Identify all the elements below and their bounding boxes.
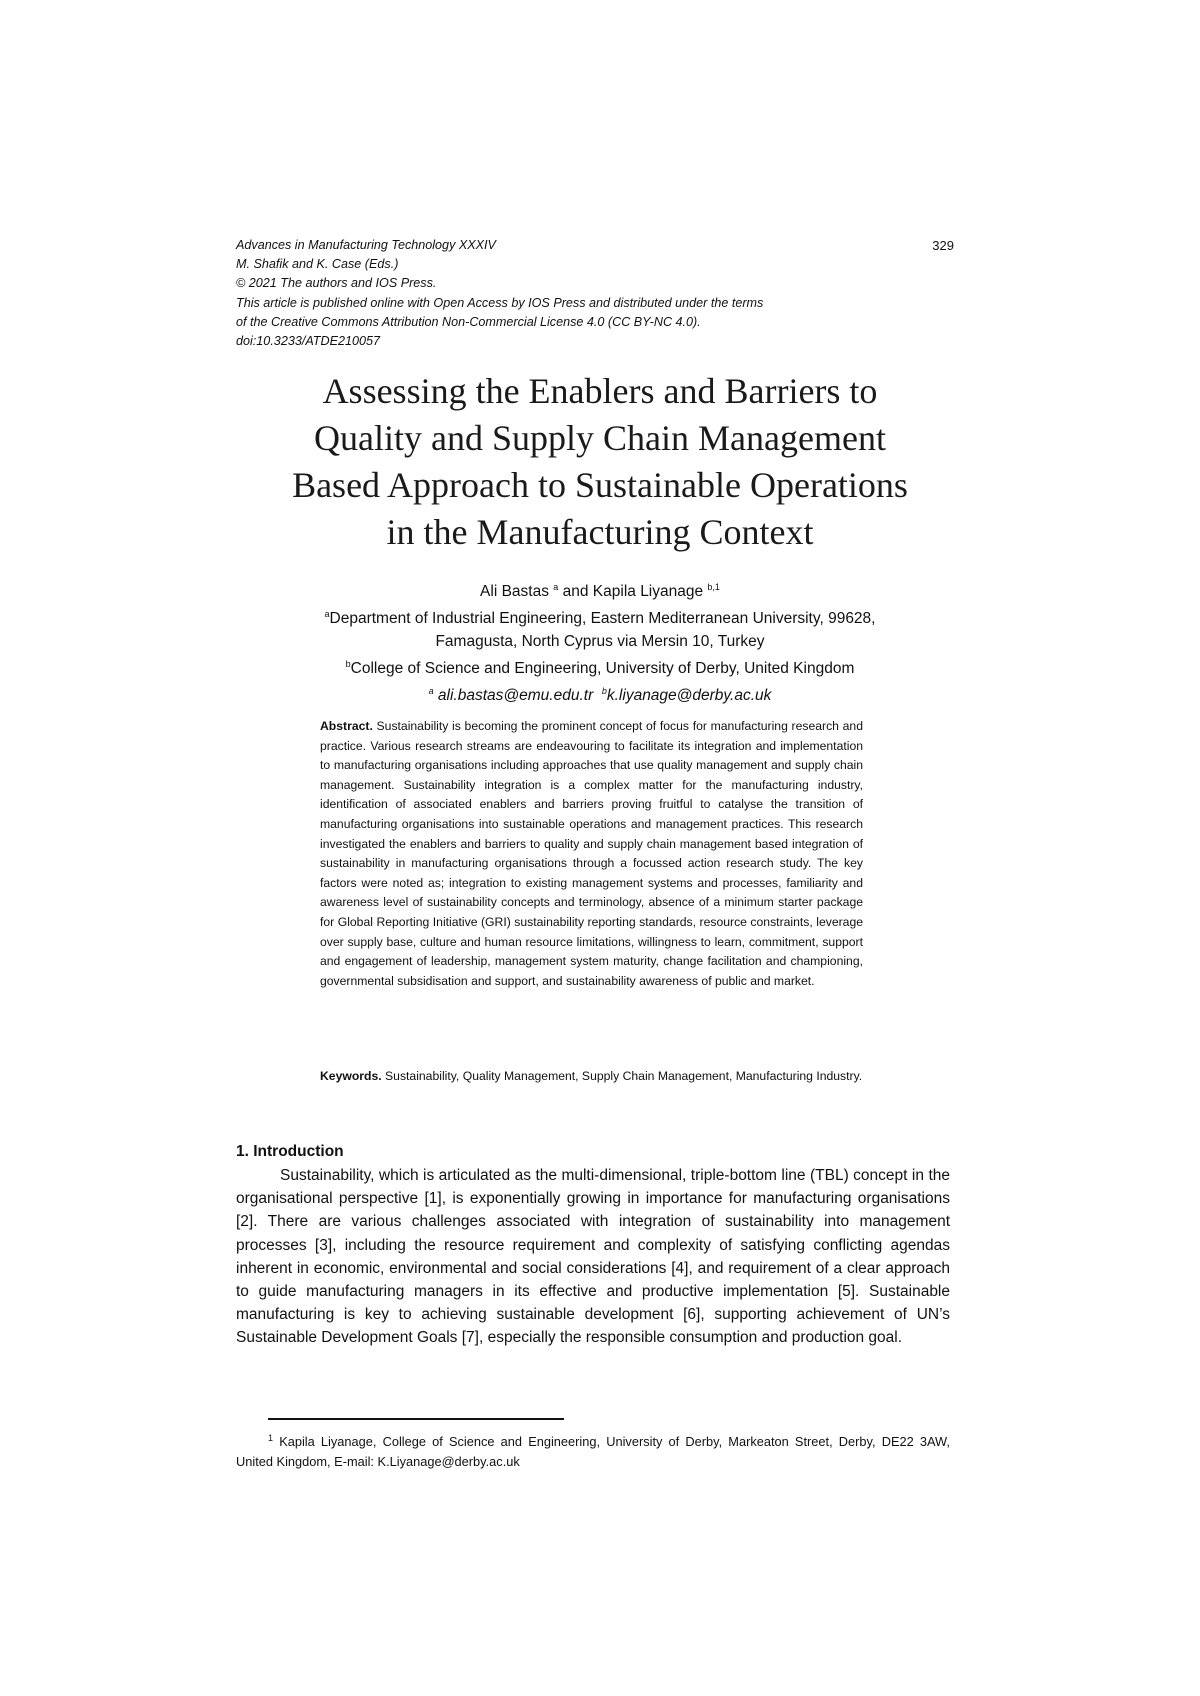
- affiliation-a: [200, 603, 1000, 630]
- doi: doi:10.3233/ATDE210057: [236, 334, 381, 349]
- footnote-text: Kapila Liyanage, College of Science and Engineering, University of Derby, Markeaton Street, Derby, DE22 3AW, United Kingdom, E-mail: K.Liyanage@derby.ac.uk: [236, 1434, 950, 1469]
- keywords-text: Sustainability, Quality Management, Supply Chain Management, Manufacturing Industry.: [385, 1069, 863, 1083]
- abstract: [320, 717, 863, 991]
- copyright: © 2021 The authors and IOS Press.: [236, 276, 437, 291]
- abstract-paragraph: [320, 717, 863, 991]
- page-number: 329: [932, 238, 954, 253]
- affiliation-b: [200, 653, 1000, 680]
- section-heading-introduction: 1. Introduction: [236, 1143, 344, 1160]
- introduction-paragraph: Sustainability, which is articulated as the multi-dimensional, triple-bottom line (TBL) concept in the organisational perspective [1], is exponentially growing in importance for manufacturing organisations [2]. There are various challenges associated with integration of sustainability into management processes [3], including the resource requirement and complexity of satisfying conflicting agendas inherent in economic, environmental and social considerations [4], and requirement of a clear approach to guide manufacturing managers in its effective and productive implementation [5]. Sustainable manufacturing is key to achieving sustainable development [6], supporting achievement of UN’s Sustainable Development Goals [7], especially the responsible consumption and production goal.: [236, 1167, 950, 1347]
- author-block: [200, 576, 1000, 707]
- footnote-divider: [268, 1418, 564, 1420]
- license-line-1: This article is published online with Open Access by IOS Press and distributed under the terms: [236, 295, 764, 310]
- paper-title: [200, 368, 1000, 556]
- author-conjunction: and: [562, 583, 589, 600]
- author-1: Ali Bastas: [480, 583, 549, 600]
- title-line-2: Quality and Supply Chain Management: [314, 418, 886, 458]
- affiliation-a-line-1: Department of Industrial Engineering, Eastern Mediterranean University, 99628,: [329, 610, 876, 627]
- abstract-label: Abstract.: [320, 719, 373, 733]
- footnote-marker: 1: [268, 1433, 274, 1443]
- editors: M. Shafik and K. Case (Eds.): [236, 257, 399, 272]
- author-2-affiliation-marker: b,1: [707, 582, 720, 592]
- email-b[interactable]: k.liyanage@derby.ac.uk: [606, 687, 772, 704]
- affiliation-a-marker: a: [324, 609, 330, 619]
- title-line-3: Based Approach to Sustainable Operations: [292, 465, 908, 505]
- title-line-4: in the Manufacturing Context: [386, 512, 814, 552]
- license-line-2: of the Creative Commons Attribution Non-Commercial License 4.0 (CC BY-NC 4.0).: [236, 314, 701, 329]
- email-b-marker: b: [601, 686, 607, 696]
- title-line-1: Assessing the Enablers and Barriers to: [322, 371, 878, 411]
- keywords-label: Keywords.: [320, 1069, 382, 1083]
- publication-header: [236, 236, 954, 351]
- affiliation-a-line-2: Famagusta, North Cyprus via Mersin 10, Turkey: [435, 633, 765, 650]
- email-a-marker: a: [428, 686, 434, 696]
- author-2: Kapila Liyanage: [592, 583, 704, 600]
- abstract-text: Sustainability is becoming the prominent concept of focus for manufacturing research and practice. Various research streams are endeavouring to facilitate its integration and implementation to manufacturing organisations including approaches that use quality management and supply chain management. Sustainability integration is a complex matter for the manufacturing industry, identification of associated enablers and barriers proving fruitful to catalyse the transition of manufacturing organisations into sustainable operations and management practices. This research investigated the enablers and barriers to quality and supply chain management based integration of sustainability in manufacturing organisations through a focussed action research study. The key factors were noted as; integration to existing management systems and processes, familiarity and awareness level of sustainability concepts and terminology, absence of a minimum starter package for Global Reporting Initiative (GRI) sustainability reporting standards, resource constraints, leverage over supply base, culture and human resource limitations, willingness to learn, commitment, support and engagement of leadership, management system maturity, change facilitation and championing, governmental subsidisation and support, and sustainability awareness of public and market.: [320, 719, 863, 988]
- journal-name: Advances in Manufacturing Technology XXXIV: [236, 238, 496, 252]
- author-names: [200, 576, 1000, 603]
- author-1-affiliation-marker: a: [553, 582, 559, 592]
- email-a[interactable]: ali.bastas@emu.edu.tr: [437, 687, 594, 704]
- keywords: [320, 1067, 863, 1087]
- affiliation-b-marker: b: [345, 659, 351, 669]
- affiliation-b-text: College of Science and Engineering, University of Derby, United Kingdom: [350, 660, 855, 677]
- author-emails: [200, 680, 1000, 707]
- footnote: [236, 1428, 950, 1472]
